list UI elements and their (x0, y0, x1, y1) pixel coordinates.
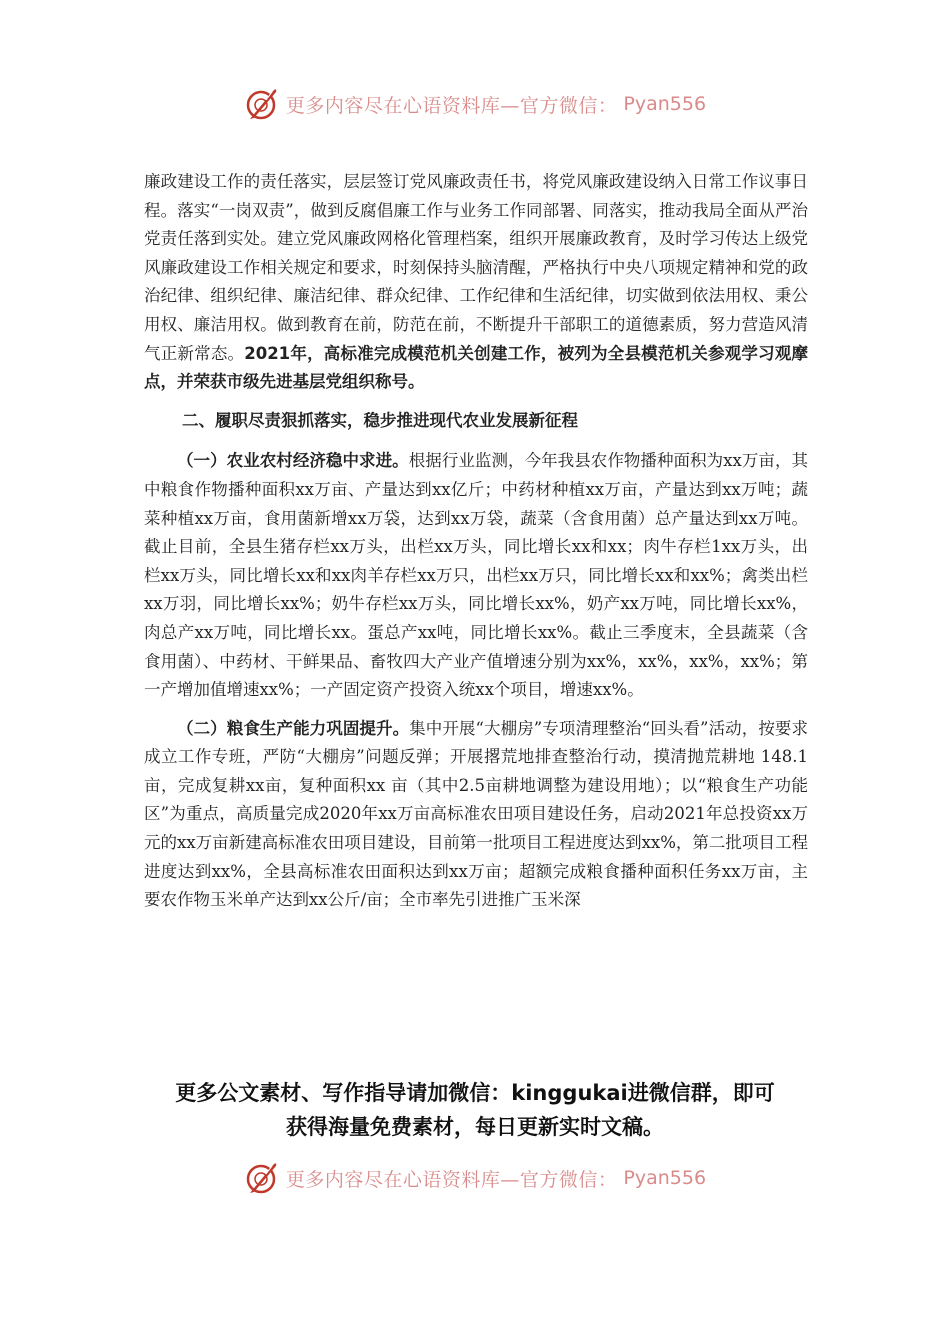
paragraph-text: 廉政建设工作的责任落实，层层签订党风廉政责任书，将党风廉政建设纳入日常工作议事日程。落实“一岗双责”，做到反腐倡廉工作与业务工作同部署、同落实，推动我局全面从严治党责任落到实处。建立党风廉政网格化管理档案，组织开展廉政教育，及时学习传达上级党风廉政建设工作相关规定和要求，时刻保持头脑清醒，严格执行中央八项规定精神和党的政治纪律、组织纪律、廉洁纪律、群众纪律、工作纪律和生活纪律，切实做到依法用权、秉公用权、廉洁用权。做到教育在前，防范在前，不断提升干部职工的道德素质，努力营造风清气正新常态。 (144, 172, 808, 363)
quill-logo-icon (244, 1160, 280, 1196)
paragraph-text: 根据行业监测，今年我县农作物播种面积为xx万亩，其中粮食作物播种面积xx万亩、产量达到xx亿斤；中药材种植xx万亩，产量达到xx万吨；蔬菜种植xx万亩，食用菌新增xx万袋，达到xx万袋，蔬菜（含食用菌）总产量达到xx万吨。截止目前，全县生猪存栏xx万头，出栏xx万头，同比增长xx和xx；肉牛存栏1xx万头，出栏xx万头，同比增长xx和xx肉羊存栏xx万只，出栏xx万只，同比增长xx和xx%；禽类出栏xx万羽，同比增长xx%；奶牛存栏xx万头，同比增长xx%，奶产xx万吨，同比增长xx%，肉总产xx万吨，同比增长xx。蛋总产xx吨，同比增长xx%。截止三季度末，全县蔬菜（含食用菌）、中药材、干鲜果品、畜牧四大产业产值增速分别为xx%，xx%，xx%，xx%；第一产增加值增速xx%；一产固定资产投资入统xx个项目，增速xx%。 (144, 451, 808, 700)
paragraph-grain-production (144, 715, 808, 915)
subsection-heading: （二）粮食生产能力巩固提升。 (177, 718, 410, 738)
subsection-heading: （一）农业农村经济稳中求进。 (177, 451, 409, 471)
watermark-wechat-id: Pyan556 (623, 1167, 707, 1189)
footer-promo-line: 更多公文素材、写作指导请加微信：kinggukai进微信群，即可 (175, 1081, 775, 1105)
paragraph-rural-economy (144, 447, 808, 704)
document-body (144, 168, 808, 925)
watermark-text: 更多内容尽在心语资料库—官方微信： (285, 1168, 618, 1191)
footer-watermark (0, 1158, 950, 1198)
paragraph-highlight: 2021年，高标准完成模范机关创建工作，被列为全县模范机关参观学习观摩点，并荣获市级先进基层党组织称号。 (144, 343, 808, 392)
footer-promo-line: 获得海量免费素材，每日更新实时文稿。 (286, 1115, 664, 1139)
paragraph-party-integrity (144, 168, 808, 397)
watermark-wechat-id: Pyan556 (623, 93, 707, 115)
watermark-text: 更多内容尽在心语资料库—官方微信： (285, 94, 618, 117)
quill-logo-icon (244, 86, 280, 122)
section-heading: 二、履职尽责狠抓落实，稳步推进现代农业发展新征程 (181, 410, 578, 430)
paragraph-text: 集中开展“大棚房”专项清理整治“回头看”活动，按要求成立工作专班，严防“大棚房”问题反弹；开展撂荒地排查整治行动，摸清抛荒耕地 148.1亩，完成复耕xx亩，复种面积xx 亩（其中2.5亩耕地调整为建设用地）；以“粮食生产功能区”为重点，高质量完成2020年xx万亩高标准农田项目建设任务，启动2021年总投资xx万元的xx万亩新建高标准农田项目建设，目前第一批项目工程进度达到xx%，第二批项目工程进度达到xx%，全县高标准农田面积达到xx万亩；超额完成粮食播种面积任务xx万亩，主要农作物玉米单产达到xx公斤/亩；全市率先引进推广玉米深 (144, 718, 808, 910)
header-watermark (0, 84, 950, 124)
footer-promo (120, 1076, 830, 1144)
